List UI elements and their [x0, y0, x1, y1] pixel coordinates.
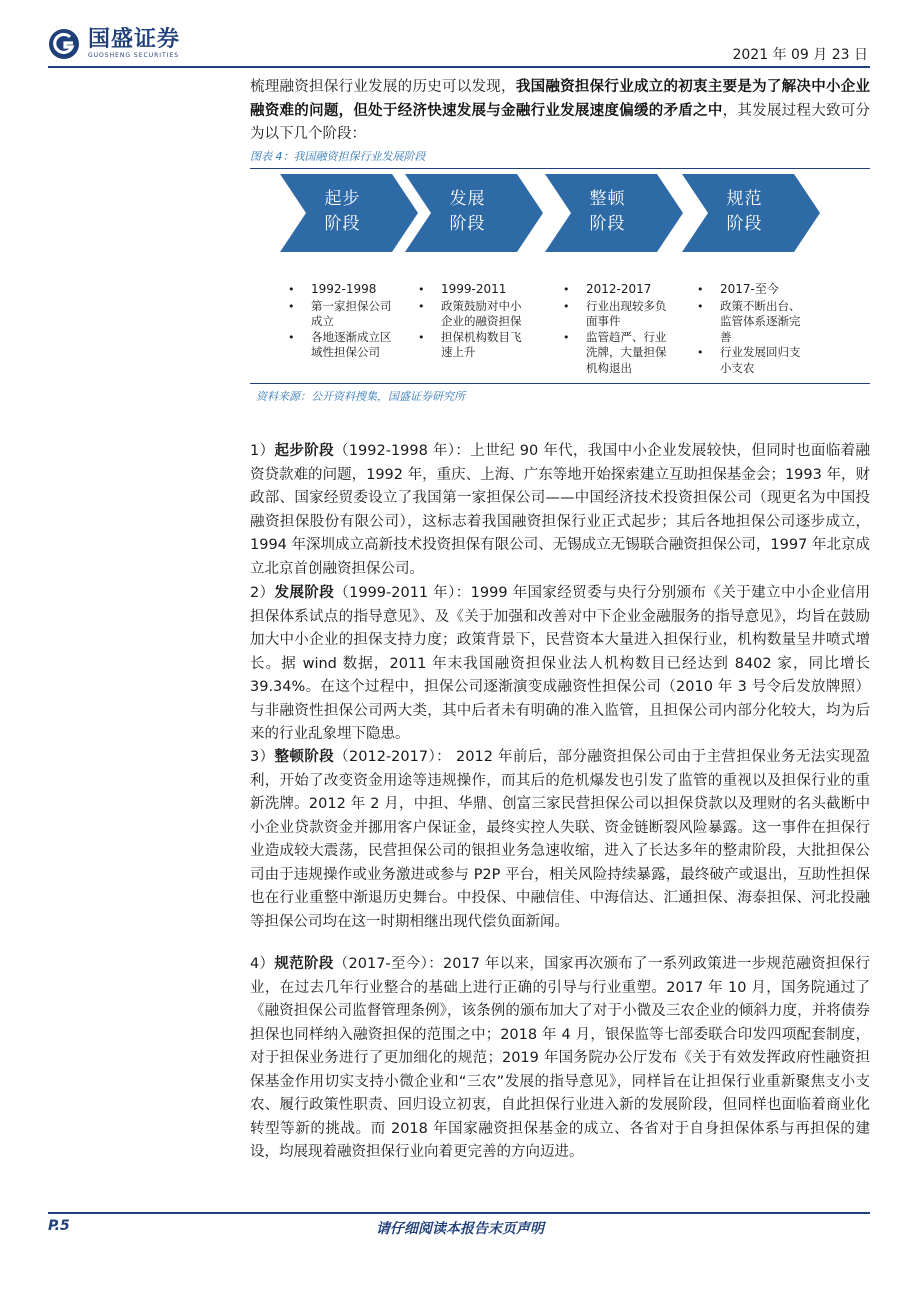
- stage-4-label-line1: 规范: [726, 189, 763, 209]
- logo-name-cn: 国盛证券: [88, 27, 181, 52]
- stage-4-period: • 2017-至今: [694, 282, 809, 298]
- section-1-number: 1）: [250, 443, 275, 459]
- stage-1-list: [285, 282, 400, 361]
- footer-disclaimer: 请仔细阅读本报告末页声明: [376, 1221, 544, 1237]
- stage-1-period: • 1992-1998: [285, 282, 400, 298]
- section-4-paragraph: [250, 953, 870, 1165]
- report-date: 2021 年 09 月 23 日: [732, 47, 868, 63]
- stage-4-list: [694, 282, 809, 376]
- section-1-body: （1992-1998 年）：上世纪 90 年代，我国中小企业发展较快，但同时也面临着融资贷款难的问题，1992 年，重庆、上海、广东等地开始探索建立互助担保基金会；1993 年，财政部、国家经贸委设立了我国第一家担保公司——中国经济技术投资担保公司（现更名为中国投融资担保股份有限公司），这标志着我国融资担保行业正式起步；其后各地担保公司逐步成立，1994 年深圳成立高新技术投资担保有限公司、无锡成立无锡联合融资担保公司，1997 年北京成立北京首创融资担保公司。: [250, 443, 870, 577]
- stage-3-label-line2: 阶段: [589, 214, 626, 234]
- page-number: P.5: [48, 1218, 70, 1234]
- stage-3-item: • 行业出现较多负面事件: [560, 299, 675, 330]
- section-1-title: 起步阶段: [274, 443, 334, 459]
- stage-2-label-line1: 发展: [449, 189, 486, 209]
- stage-1-label-line1: 起步: [324, 189, 361, 209]
- stage-chevron-2: [405, 174, 555, 252]
- figure-top-rule: [250, 168, 870, 169]
- section-3-number: 3）: [250, 749, 275, 765]
- figure-source: 资料来源：公开资料搜集，国盛证券研究所: [256, 390, 465, 403]
- stage-1-item: • 第一家担保公司成立: [285, 299, 400, 330]
- section-2-number: 2）: [250, 585, 275, 601]
- stage-4-item: • 政策不断出台、监管体系逐渐完善: [694, 299, 809, 346]
- stage-3-list: [560, 282, 675, 376]
- stage-chevron-4: [682, 174, 832, 252]
- intro-text-post: ，其发展过程大致可分为以下几个阶段：: [250, 102, 871, 142]
- intro-paragraph: [250, 76, 870, 147]
- logo-mark-icon: [48, 28, 80, 60]
- stage-3-period: • 2012-2017: [560, 282, 675, 298]
- figure-title: 图表 4：我国融资担保行业发展阶段: [250, 150, 426, 163]
- section-2-title: 发展阶段: [274, 585, 335, 601]
- section-3-body: （2012-2017）： 2012 年前后，部分融资担保公司由于主营担保业务无法实现盈利，开始了改变资金用途等违规操作，而其后的危机爆发也引发了监管的重视以及担保行业的重新洗牌。2012 年 2 月，中担、华鼎、创富三家民营担保公司以担保贷款以及理财的名头截断中小企业贷款资金并挪用客户保证金，最终实控人失联、资金链断裂风险暴露。这一事件在担保行业造成较大震荡，民营担保公司的银担业务急速收缩，进入了长达多年的整肃阶段，大批担保公司由于违规操作或业务激进或参与 P2P 平台，相关风险持续暴露，最终破产或退出，互助性担保也在行业重整中渐退历史舞台。中投保、中融信佳、中海信达、汇通担保、海泰担保、河北投融等担保公司均在这一时期相继出现代偿负面新闻。: [250, 749, 871, 930]
- stage-1-item: • 各地逐渐成立区域性担保公司: [285, 330, 400, 361]
- figure-bottom-rule: [250, 383, 870, 384]
- section-1-paragraph: [250, 440, 870, 581]
- stage-4-label-line2: 阶段: [726, 214, 763, 234]
- section-3-paragraph: [250, 746, 870, 934]
- stage-chevron-3: [545, 174, 695, 252]
- section-4-body: （2017-至今）：2017 年以来，国家再次颁布了一系列政策进一步规范融资担保行业，在过去几年行业整合的基础上进行正确的引导与行业重塑。2017 年 10 月，国务院通过了《融资担保公司监督管理条例》，该条例的颁布加大了对于小微及三农企业的倾斜力度，并将债券担保也同样纳入融资担保的范围之中；2018 年 4 月，银保监等七部委联合印发四项配套制度，对于担保业务进行了更加细化的规范；2019 年国务院办公厅发布《关于有效发挥政府性融资担保基金作用切实支持小微企业和“三农”发展的指导意见》，同样旨在让担保行业重新聚焦支小支农、履行政策性职责、回归设立初衷，自此担保行业进入新的发展阶段，但同样也面临着商业化转型等新的挑战。而 2018 年国家融资担保基金的成立、各省对于自身担保体系与再担保的建设，均展现着融资担保行业向着更完善的方向迈进。: [250, 956, 871, 1160]
- section-3-title: 整顿阶段: [274, 749, 335, 765]
- stage-2-list: [415, 282, 530, 361]
- stage-3-label-line1: 整顿: [589, 189, 626, 209]
- stage-2-item: • 担保机构数目飞速上升: [415, 330, 530, 361]
- company-logo: [48, 28, 180, 60]
- section-4-number: 4）: [250, 956, 275, 972]
- section-2-body: （1999-2011 年）：1999 年国家经贸委与央行分别颁布《关于建立中小企业信用担保体系试点的指导意见》、及《关于加强和改善对中下企业金融服务的指导意见》，均旨在鼓励加大中小企业的担保支持力度；政策背景下，民营资本大量进入担保行业，机构数量呈井喷式增长。据 wind 数据，2011 年末我国融资担保业法人机构数目已经达到 8402 家，同比增长 39.34%。在这个过程中，担保公司逐渐演变成融资性担保公司（2010 年 3 号令后发放牌照）与非融资性担保公司两大类，其中后者未有明确的准入监管，且担保公司内部分化较大，均为后来的行业乱象埋下隐患。: [250, 585, 871, 742]
- stage-1-label-line2: 阶段: [324, 214, 361, 234]
- footer-divider: [48, 1212, 870, 1214]
- stage-2-item: • 政策鼓励对中小企业的融资担保: [415, 299, 530, 330]
- logo-name-en: GUOSHENG SECURITIES: [88, 52, 180, 59]
- stage-2-label-line2: 阶段: [449, 214, 486, 234]
- stage-3-item: • 监管趋严、行业洗牌，大量担保机构退出: [560, 330, 675, 377]
- intro-text-bold: 我国融资担保行业成立的初衷主要是为了解决中小企业融资难的问题，但处于经济快速发展与金融行业发展速度偏缓的矛盾之中: [250, 79, 870, 119]
- stage-2-period: • 1999-2011: [415, 282, 530, 298]
- stage-4-item: • 行业发展回归支小支农: [694, 345, 809, 376]
- header-divider: [48, 66, 870, 68]
- section-4-title: 规范阶段: [274, 956, 334, 972]
- section-2-paragraph: [250, 582, 870, 747]
- intro-text-pre: 梳理融资担保行业发展的历史可以发现，: [250, 79, 516, 95]
